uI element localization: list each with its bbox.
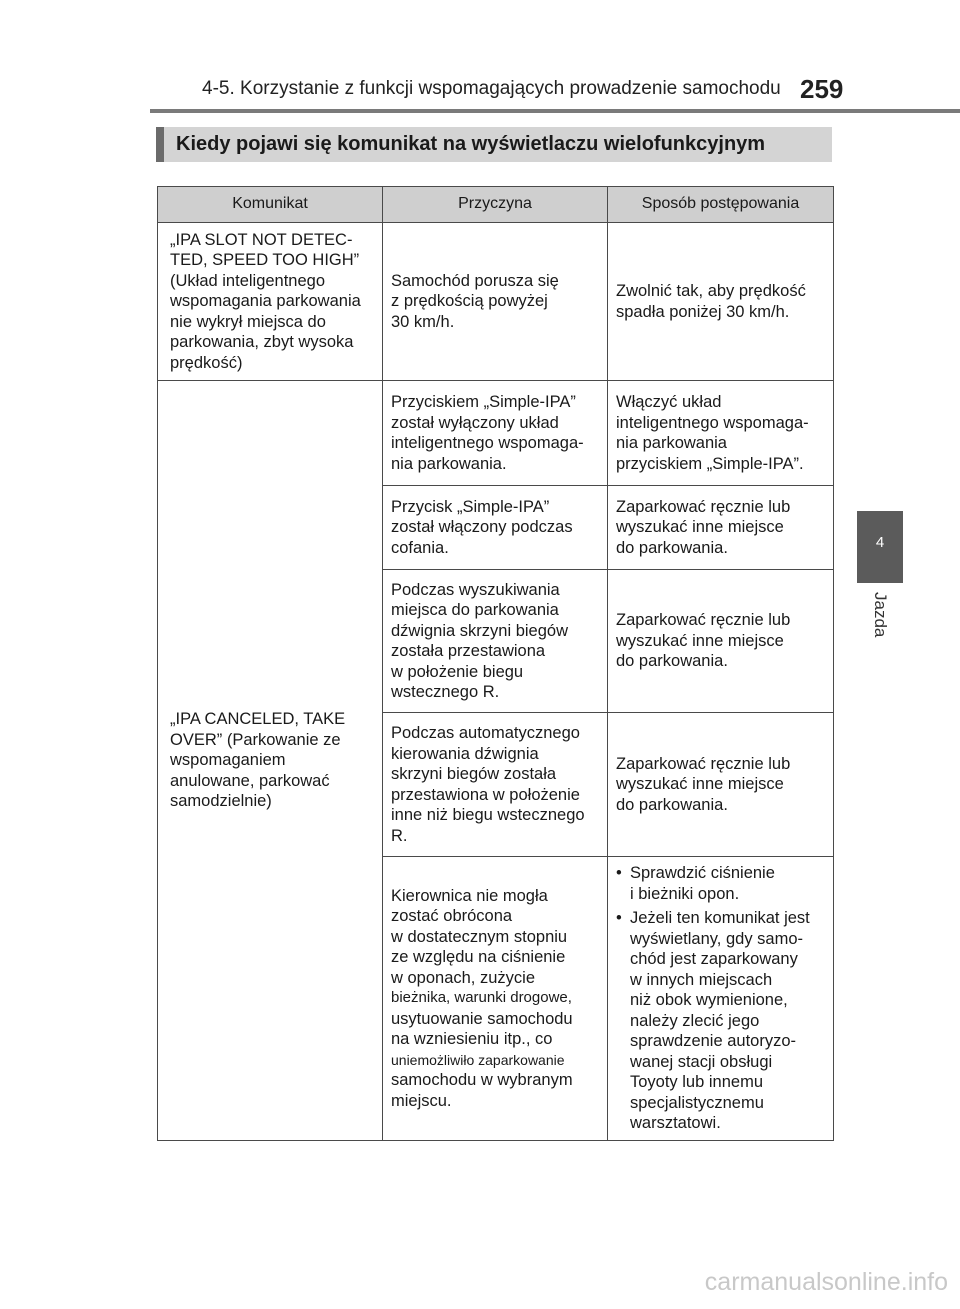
action-cell (608, 381, 834, 486)
action-cell (608, 857, 834, 1141)
text-line: TED, SPEED TOO HIGH” (170, 251, 360, 270)
text-line: wyszukać inne miejsce (616, 775, 784, 794)
text-line: „IPA CANCELED, TAKE (170, 710, 346, 728)
text-line: kierowania dźwignia (391, 744, 539, 763)
text-line: miejscu. (391, 1091, 452, 1110)
text-line: bieżnika, warunki drogowe, (391, 989, 572, 1006)
text-line: Samochód porusza się (391, 271, 559, 290)
text-line: został wyłączony układ (391, 413, 559, 432)
text-line: „IPA SLOT NOT DETEC- (170, 230, 353, 249)
text-line: specjalistycznemu (630, 1093, 764, 1112)
text-line: Zaparkować ręcznie lub (616, 611, 791, 630)
text-line: OVER” (Parkowanie ze (170, 730, 341, 749)
header-divider (150, 109, 960, 113)
chapter-tab-label: Jazda (871, 592, 890, 638)
text-line: Przycisk „Simple-IPA” (391, 497, 550, 516)
text-line: wspomagania parkowania (170, 292, 361, 311)
text-line: i bieżniki opon. (630, 884, 740, 903)
text-line: usytuowanie samochodu (391, 1009, 573, 1028)
action-bullet-list (616, 863, 829, 1134)
text-line: • Sprawdzić ciśnienie (630, 864, 775, 882)
watermark: carmanualsonline.info (704, 1268, 948, 1296)
message-table (157, 186, 834, 1141)
text-line: do parkowania. (616, 795, 728, 814)
chapter-tab-number: 4 (875, 534, 885, 551)
list-item (616, 863, 829, 904)
text-line: inne niż biegu wstecznego (391, 806, 585, 824)
text-line: z prędkością powyżej (391, 292, 548, 311)
text-line: warsztatowi. (630, 1114, 721, 1132)
text-line: R. (391, 826, 408, 845)
text-line: zostać obrócona (391, 907, 513, 925)
text-line: samochodu w wybranym (391, 1071, 573, 1089)
text-line: prędkość) (170, 353, 243, 372)
header-sposob: Sposób postępowania (608, 187, 834, 223)
cause-cell (383, 486, 608, 570)
table-row (158, 223, 834, 381)
text-line: Toyoty lub innemu (630, 1073, 763, 1091)
cause-cell (383, 713, 608, 857)
text-line: na wzniesieniu itp., co (391, 1030, 553, 1048)
text-line: dźwignia skrzyni biegów (391, 621, 568, 640)
text-line: wyszukać inne miejsce (616, 518, 784, 537)
text-line: sprawdzenie autoryzo- (630, 1032, 796, 1050)
text-line: inteligentnego wspomaga- (616, 413, 809, 432)
list-item (616, 908, 829, 1134)
text-line: w innych miejscach (630, 970, 773, 989)
action-cell (608, 223, 834, 381)
text-line: ze względu na ciśnienie (391, 948, 566, 966)
text-line: uniemożliwiło zaparkowanie (391, 1051, 565, 1068)
text-line: w oponach, zużycie (391, 968, 535, 987)
text-line: nie wykrył miejsca do (170, 312, 326, 331)
section-heading (156, 127, 832, 162)
cause-cell (383, 381, 608, 486)
text-line: parkowania, zbyt wysoka (170, 333, 354, 352)
text-line: samodzielnie) (170, 792, 272, 810)
text-line: Zaparkować ręcznie lub (616, 754, 791, 773)
text-line: nia parkowania. (391, 454, 507, 473)
text-line: przestawiona w położenie (391, 785, 580, 804)
text-line: Włączyć układ (616, 393, 722, 411)
text-line: w położenie biegu (391, 662, 524, 681)
text-line: miejsca do parkowania (391, 601, 559, 619)
action-cell (608, 570, 834, 713)
text-line: anulowane, parkować (170, 771, 330, 790)
text-line: Kierownica nie mogła (391, 886, 548, 905)
text-line: • Jeżeli ten komunikat jest (630, 909, 810, 927)
chapter-title: 4-5. Korzystanie z funkcji wspomagających prowadzenie samochodu (202, 78, 781, 99)
page-header (0, 0, 960, 112)
text-line: cofania. (391, 538, 449, 557)
action-cell (608, 486, 834, 570)
section-heading-text: Kiedy pojawi się komunikat na wyświetlaczu wielofunkcyjnym (176, 133, 766, 155)
text-line: Przyciskiem „Simple-IPA” (391, 393, 576, 411)
text-line: Zaparkować ręcznie lub (616, 497, 791, 516)
text-line: została przestawiona (391, 642, 546, 660)
text-line: Podczas wyszukiwania (391, 580, 560, 599)
text-line: w dostatecznym stopniu (391, 927, 568, 946)
text-line: wyświetlany, gdy samo- (630, 929, 804, 948)
table-row (158, 381, 834, 486)
text-line: spadła poniżej 30 km/h. (616, 302, 790, 321)
text-line: nia parkowania (616, 434, 727, 452)
text-line: został włączony podczas (391, 518, 573, 537)
text-line: niż obok wymienione, (630, 991, 788, 1009)
text-line: chód jest zaparkowany (630, 950, 798, 968)
text-line: do parkowania. (616, 652, 728, 671)
chapter-tab (857, 511, 903, 583)
message-cell (158, 223, 383, 381)
text-line: wyszukać inne miejsce (616, 631, 784, 650)
table-header-row (158, 187, 834, 223)
cause-cell (383, 570, 608, 713)
cause-cell (383, 223, 608, 381)
text-line: Podczas automatycznego (391, 724, 580, 742)
header-przyczyna: Przyczyna (383, 187, 608, 223)
text-line: wspomaganiem (170, 751, 286, 769)
text-line: skrzyni biegów została (391, 765, 557, 783)
text-line: należy zlecić jego (630, 1011, 760, 1030)
text-line: do parkowania. (616, 538, 728, 557)
action-cell (608, 713, 834, 857)
cause-cell (383, 857, 608, 1141)
text-line: 30 km/h. (391, 312, 455, 331)
page-number: 259 (800, 74, 844, 104)
text-line: wstecznego R. (391, 683, 500, 701)
text-line: wanej stacji obsługi (630, 1052, 773, 1071)
text-line: (Układ inteligentnego (170, 271, 326, 290)
text-line: inteligentnego wspomaga- (391, 434, 584, 452)
text-line: Zwolnić tak, aby prędkość (616, 282, 806, 300)
message-cell (158, 381, 383, 1141)
header-komunikat: Komunikat (158, 187, 383, 223)
text-line: przyciskiem „Simple-IPA”. (616, 454, 804, 473)
